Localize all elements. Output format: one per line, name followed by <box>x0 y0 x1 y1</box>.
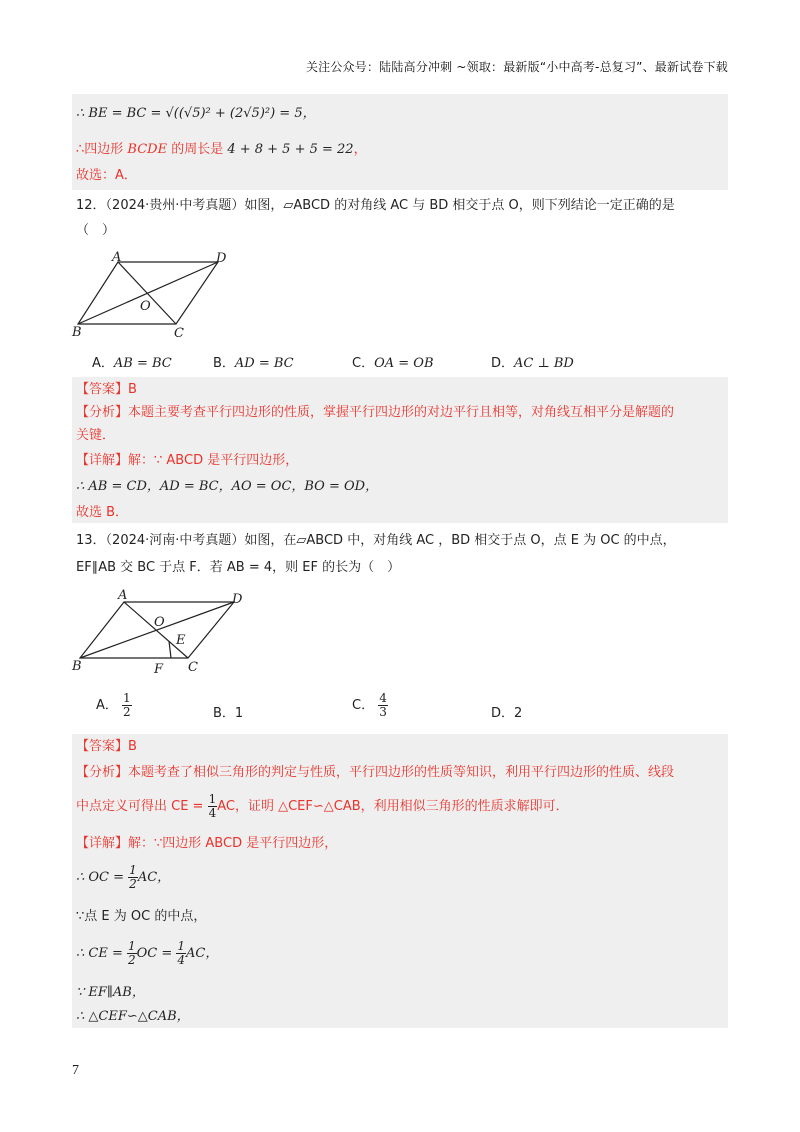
vertex-label: E <box>176 633 186 648</box>
option-letter: B． <box>213 356 235 371</box>
option-a[interactable] <box>96 692 132 719</box>
solution-line <box>76 104 316 124</box>
option-letter: A． <box>96 698 118 713</box>
vertex-label: O <box>154 615 165 630</box>
solution-line <box>76 140 367 160</box>
text: OC = <box>136 946 177 961</box>
question-13-stem: 13．（2024·河南·中考真题）如图，在▱ABCD 中，对角线 AC ，BD 相交于点 O，点 E 为 OC 的中点， <box>76 533 676 548</box>
option-letter: C． <box>352 698 375 713</box>
detail-13-4: ∵ EF∥AB， <box>76 985 145 1000</box>
numerator: 1 <box>129 863 137 877</box>
numerator: 1 <box>177 939 186 953</box>
page-header: 关注公众号：陆陆高分冲刺 ~领取：最新版“小中高考-总复习”、最新试卷下载 <box>305 60 728 74</box>
denominator: 4 <box>208 806 217 820</box>
solution-block-12 <box>72 377 728 523</box>
option-text: AB = BC <box>113 356 172 371</box>
option-text: 2 <box>514 706 523 721</box>
vertex-label: A <box>112 250 122 265</box>
equation-be-bc: ∴ BE = BC = √((√5)² + (2√5)²) = 5， <box>76 106 316 121</box>
parallelogram-figure-12 <box>70 250 240 345</box>
detail-12-2: ∴ AB = CD，AD = BC，AO = OC，BO = OD， <box>76 479 379 494</box>
detail-13-5: ∴ △CEF∽△CAB， <box>76 1009 190 1024</box>
vertex-label: C <box>174 326 184 341</box>
option-text: 1 <box>234 706 244 721</box>
vertex-label: D <box>216 251 227 266</box>
detail-text: 解：∵ ABCD 是平行四边形， <box>128 453 299 468</box>
detail-13-3 <box>76 940 218 968</box>
denominator: 3 <box>379 705 387 719</box>
option-text: OA = OB <box>374 356 434 371</box>
option-text: AC ⊥ BD <box>514 356 574 371</box>
analysis-13: 【分析】本题考查了相似三角形的判定与性质，平行四边形的性质等知识，利用平行四边形的性质、线段 <box>76 765 675 780</box>
option-letter: D． <box>491 356 515 371</box>
question-12-stem-2: （ ） <box>76 223 116 238</box>
analysis-13-2 <box>76 793 569 820</box>
text: 的周长是 <box>167 142 228 157</box>
text: ∴ CE = <box>76 946 127 961</box>
text: AC，证明 △CEF∽△CAB，利用相似三角形的性质求解即可． <box>217 799 569 814</box>
parallelogram-figure-13 <box>68 585 258 680</box>
denominator: 4 <box>177 953 186 967</box>
math-perimeter: 4 + 8 + 5 + 5 = 22 <box>227 142 354 157</box>
vertex-label: D <box>232 592 243 607</box>
option-c[interactable] <box>352 692 388 719</box>
fraction <box>208 793 218 820</box>
vertex-label: B <box>72 325 82 340</box>
analysis-12: 【分析】本题主要考查平行四边形的性质，掌握平行四边形的对边平行且相等，对角线互相平分是解题的 <box>76 405 675 420</box>
page-number: 7 <box>72 1063 79 1078</box>
fraction <box>378 692 388 719</box>
math-quad: BCDE <box>127 142 168 157</box>
text: ∴ OC = <box>76 870 129 885</box>
question-13-stem-2: EF∥AB 交 BC 于点 F．若 AB = 4，则 EF 的长为（ ） <box>76 560 401 575</box>
option-b[interactable] <box>213 702 243 721</box>
fraction <box>128 864 138 891</box>
option-letter: D． <box>491 706 515 721</box>
detail-label: 【详解】 <box>76 836 129 851</box>
option-a[interactable] <box>92 352 172 371</box>
fraction <box>176 940 186 967</box>
answer-13: 【答案】B <box>76 739 137 754</box>
vertex-label: B <box>72 659 82 674</box>
vertex-label: C <box>188 660 198 675</box>
option-d[interactable] <box>491 702 522 721</box>
option-c[interactable] <box>352 352 434 371</box>
question-12-stem: 12．（2024·贵州·中考真题）如图，▱ABCD 的对角线 AC 与 BD 相交于点 O，则下列结论一定正确的是 <box>76 198 675 213</box>
option-letter: B． <box>213 706 235 721</box>
detail-13 <box>76 834 337 854</box>
numerator: 1 <box>208 792 217 806</box>
text: AC， <box>137 870 171 885</box>
vertex-label: A <box>118 588 128 603</box>
analysis-12-2: 关键． <box>76 428 116 443</box>
detail-13-2: ∵点 E 为 OC 的中点， <box>76 909 207 924</box>
option-letter: A． <box>92 356 114 371</box>
vertex-label: F <box>154 662 164 677</box>
detail-12 <box>76 451 298 471</box>
vertex-label: O <box>140 299 151 314</box>
option-d[interactable] <box>491 352 574 371</box>
fraction <box>127 940 137 967</box>
detail-label: 【详解】 <box>76 453 129 468</box>
detail-13-1 <box>76 864 170 892</box>
text: ∴四边形 <box>76 142 128 157</box>
denominator: 2 <box>123 705 131 719</box>
numerator: 1 <box>123 691 131 705</box>
denominator: 2 <box>129 877 137 891</box>
answer-12: 【答案】B <box>76 382 137 397</box>
text: 中点定义可得出 CE = <box>76 799 208 814</box>
fraction <box>122 692 132 719</box>
option-b[interactable] <box>213 352 294 371</box>
denominator: 2 <box>128 953 136 967</box>
numerator: 4 <box>379 691 387 705</box>
text: ， <box>353 142 367 157</box>
solution-answer: 故选：A． <box>76 168 137 183</box>
conclusion-12: 故选 B． <box>76 505 129 520</box>
option-text: AD = BC <box>234 356 294 371</box>
numerator: 1 <box>128 939 136 953</box>
detail-text: 解：∵四边形 ABCD 是平行四边形， <box>128 836 338 851</box>
text: AC， <box>186 946 219 961</box>
option-letter: C． <box>352 356 375 371</box>
